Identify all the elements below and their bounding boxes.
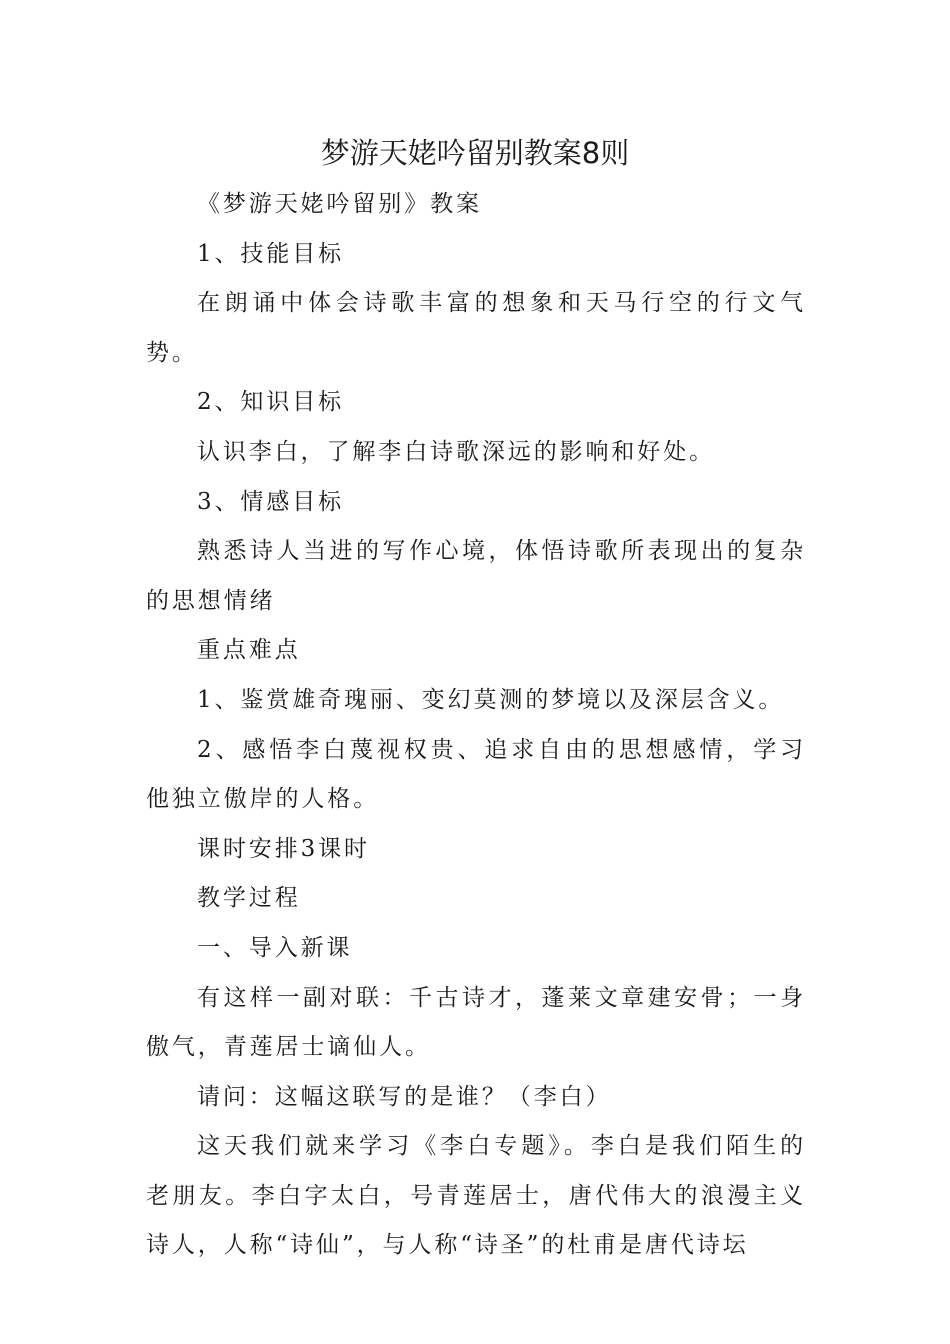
paragraph: 认识李白，了解李白诗歌深远的影响和好处。 (197, 438, 715, 465)
paragraph: 这天我们就来学习《李白专题》。李白是我们陌生的老朋友。李白字太白，号青莲居士，唐代伟大的浪漫主义诗人，人称“诗仙”，与人称“诗圣”的杜甫是唐代诗坛 (146, 1133, 806, 1259)
paragraph: 3、情感目标 (197, 488, 345, 515)
paragraph: 请问：这幅这联写的是谁？（李白） (197, 1083, 612, 1110)
paragraph: 一、导入新课 (197, 934, 353, 961)
paragraph: 在朗诵中体会诗歌丰富的想象和天马行空的行文气势。 (146, 290, 806, 366)
paragraph: 1、鉴赏雄奇瑰丽、变幻莫测的梦境以及深层含义。 (197, 686, 785, 713)
paragraph: 2、感悟李白蔑视权贵、追求自由的思想感情，学习他独立傲岸的人格。 (146, 736, 806, 813)
document-body (146, 180, 806, 1271)
paragraph: 教学过程 (197, 885, 301, 912)
paragraph: 1、技能目标 (197, 240, 345, 267)
paragraph: 熟悉诗人当进的写作心境，体悟诗歌所表现出的复杂的思想情绪 (146, 538, 806, 614)
paragraph: 重点难点 (197, 637, 301, 664)
document-title: 梦游天姥吟留别教案8则 (320, 136, 630, 170)
paragraph: 《梦游天姥吟留别》教案 (197, 191, 482, 217)
paragraph: 课时安排3课时 (197, 835, 370, 862)
paragraph: 有这样一副对联：千古诗才，蓬莱文章建安骨；一身傲气，青莲居士谪仙人。 (146, 984, 806, 1061)
paragraph: 2、知识目标 (197, 389, 345, 416)
